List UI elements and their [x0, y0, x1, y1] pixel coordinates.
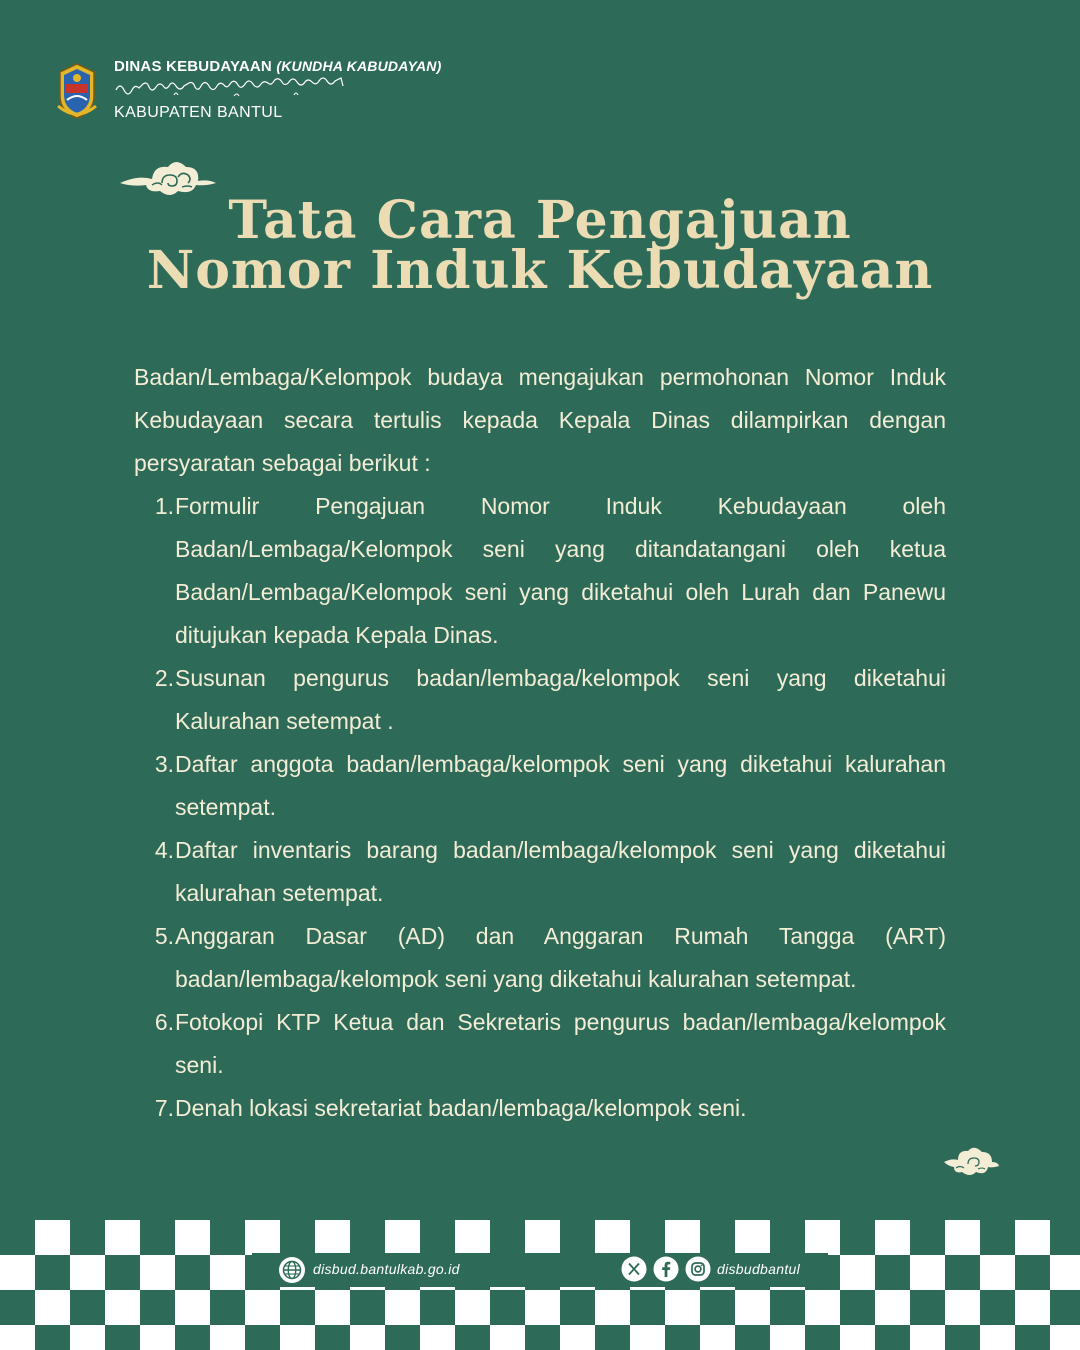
intro-paragraph: Badan/Lembaga/Kelompok budaya mengajukan permohonan Nomor Induk Kebudayaan secara tertulis kepada Kepala Dinas dilampirkan dengan persyaratan sebagai berikut :: [134, 364, 946, 476]
list-item-text: Daftar inventaris barang badan/lembaga/kelompok seni yang diketahui kalurahan setempat.: [175, 837, 946, 906]
region-name: KABUPATEN BANTUL: [114, 104, 283, 121]
list-item-number: 2.: [154, 665, 174, 691]
list-item-number: 6.: [154, 1009, 174, 1035]
list-item-number: 1.: [154, 493, 174, 519]
list-item: [134, 743, 946, 829]
list-item: [134, 485, 946, 657]
list-item-text: Anggaran Dasar (AD) dan Anggaran Rumah Tangga (ART) badan/lembaga/kelompok seni yang diketahui kalurahan setempat.: [175, 923, 946, 992]
page-title-line-2: Nomor Induk Kebudayaan: [146, 240, 934, 301]
requirements-list: [134, 485, 946, 1130]
list-item-text: Susunan pengurus badan/lembaga/kelompok seni yang diketahui Kalurahan setempat .: [175, 665, 946, 734]
list-item: [134, 1087, 946, 1130]
list-item-text: Formulir Pengajuan Nomor Induk Kebudayaan oleh Badan/Lembaga/Kelompok seni yang ditandatangani oleh ketua Badan/Lembaga/Kelompok seni yang diketahui oleh Lurah dan Panewu ditujukan kepada Kepala Dinas.: [175, 493, 946, 648]
kabupaten-bantul-emblem-logo: [56, 62, 98, 120]
list-item-text: Denah lokasi sekretariat badan/lembaga/kelompok seni.: [175, 1095, 747, 1121]
list-item: [134, 829, 946, 915]
list-item-text: Daftar anggota badan/lembaga/kelompok seni yang diketahui kalurahan setempat.: [175, 751, 946, 820]
list-item-number: 7.: [154, 1095, 174, 1121]
requirements-content: [134, 356, 946, 1130]
list-item: [134, 1001, 946, 1087]
instagram-icon[interactable]: [685, 1256, 711, 1282]
megamendung-cloud-ornament-icon: [118, 155, 218, 201]
javanese-script-graphic: [114, 77, 369, 99]
website-link[interactable]: disbud.bantulkab.go.id: [313, 1261, 460, 1277]
x-icon[interactable]: [621, 1256, 647, 1282]
small-cloud-ornament-icon: [942, 1144, 1000, 1182]
list-item-number: 3.: [154, 751, 174, 777]
page-title-line-1: Tata Cara Pengajuan: [228, 190, 852, 251]
agency-name: [114, 58, 441, 75]
page-title: [0, 190, 1080, 301]
agency-name-main: DINAS KEBUDAYAAN: [114, 58, 272, 75]
globe-icon[interactable]: [278, 1256, 306, 1284]
list-item-text: Fotokopi KTP Ketua dan Sekretaris pengurus badan/lembaga/kelompok seni.: [175, 1009, 946, 1078]
facebook-icon[interactable]: [653, 1256, 679, 1282]
list-item-number: 4.: [154, 837, 174, 863]
agency-header: [114, 58, 441, 122]
social-media-handle[interactable]: disbudbantul: [717, 1261, 800, 1277]
agency-name-javanese: (KUNDHA KABUDAYAN): [276, 58, 442, 74]
list-item-number: 5.: [154, 923, 174, 949]
list-item: [134, 657, 946, 743]
list-item: [134, 915, 946, 1001]
